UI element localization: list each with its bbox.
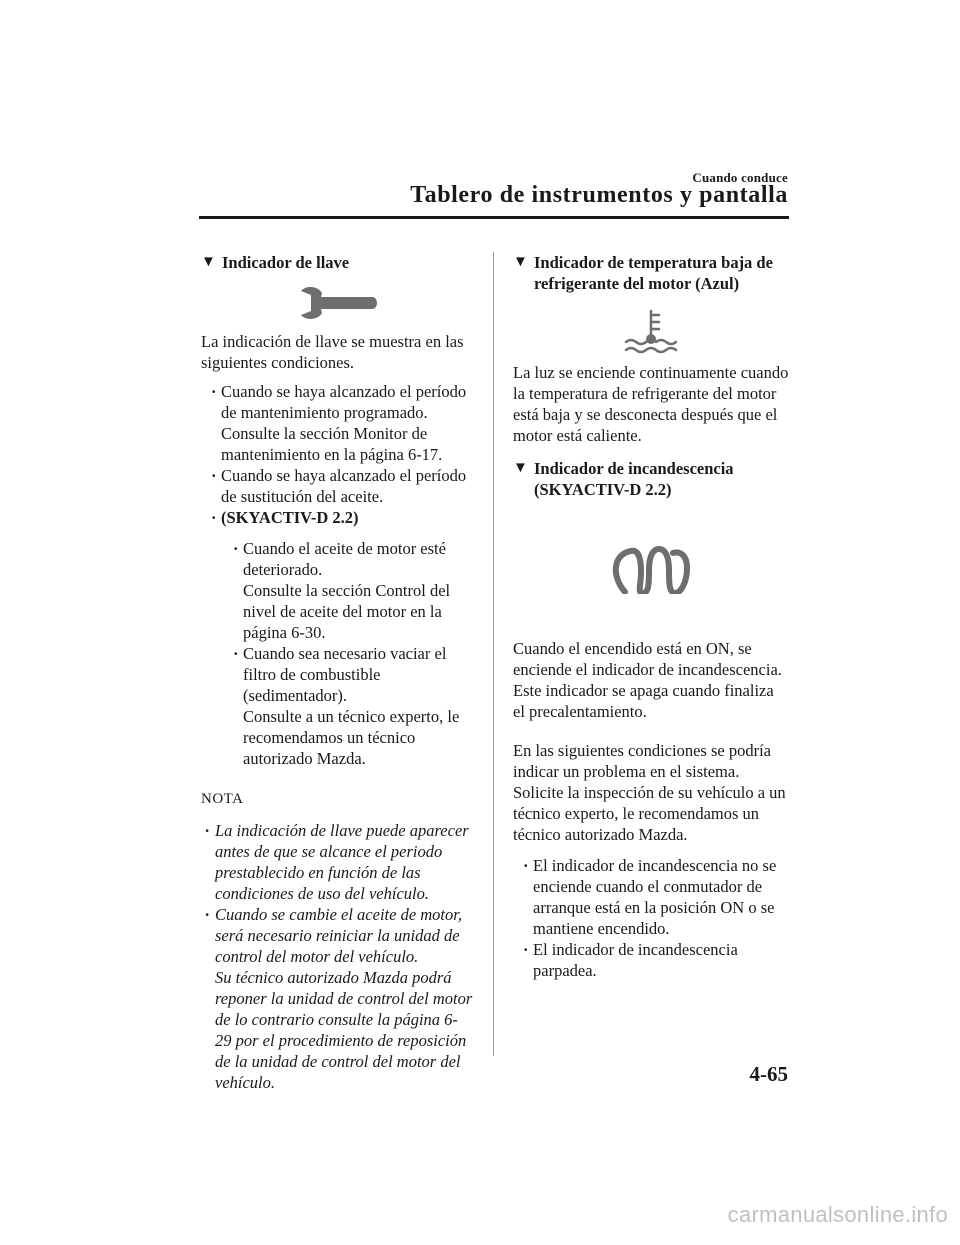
nota-list	[201, 820, 473, 1093]
list-item-text: · El indicador de incandescencia no se enciende cuando el conmutador de arranque está en la posición ON o se mantiene encendido.	[533, 856, 777, 938]
list-item-text: · La indicación de llave puede aparecer antes de que se alcance el periodo prestablecido en función de las condiciones de uso del vehículo.	[215, 821, 469, 903]
glow-description-2: En las siguientes condiciones se podría indicar un problema en el sistema. Solicite la inspección de su vehículo a un técnico experto, le recomendamos un técnico autorizado Mazda.	[513, 741, 786, 844]
coolant-icon-box	[513, 308, 789, 354]
list-item-text: · Cuando el aceite de motor esté deteriorado.	[243, 539, 446, 579]
wrench-icon-box	[201, 285, 473, 321]
list-item	[211, 465, 473, 507]
nota-title: NOTA	[201, 791, 244, 807]
list-item-text: · Cuando se haya alcanzado el período de sustitución del aceite.	[221, 466, 467, 506]
glow-plug-icon	[609, 546, 693, 594]
heading-text: Indicador de temperatura baja de refrigerante del motor (Azul)	[534, 253, 773, 293]
list-item-text: · El indicador de incandescencia parpadea.	[533, 940, 738, 980]
heading-marker: ▼	[201, 254, 216, 270]
skyactiv-label: · (SKYACTIV-D 2.2)	[221, 508, 359, 527]
list-item	[205, 904, 473, 1093]
list-item-text: Su técnico autorizado Mazda podrá reponer la unidad de control del motor de lo contrario consulte la página 6-29 por el procedimiento de reposición de la unidad de control del motor del vehículo.	[215, 968, 473, 1092]
left-column	[201, 252, 473, 1093]
watermark: carmanualsonline.info	[727, 1202, 948, 1227]
list-item	[211, 507, 473, 528]
heading-marker: ▼	[513, 254, 528, 270]
list-item	[233, 643, 473, 769]
wrench-indicator-heading	[201, 252, 473, 273]
list-item	[205, 820, 473, 904]
section-label: Cuando conduce	[692, 170, 788, 185]
wrench-icon	[297, 285, 377, 321]
list-item-reference: Consulte la sección Control del nivel de aceite del motor en la página 6-30.	[243, 581, 451, 642]
column-divider	[493, 252, 494, 1056]
list-item-reference: Consulte la sección Monitor de mantenimiento en la página 6-17.	[221, 424, 443, 464]
list-item	[523, 855, 789, 939]
wrench-conditions-list	[201, 381, 473, 528]
heading-text: Indicador de llave	[222, 253, 350, 272]
right-column	[513, 252, 789, 981]
list-item	[523, 939, 789, 981]
page-title: Tablero de instrumentos y pantalla	[410, 182, 788, 208]
glow-description-1: Cuando el encendido está en ON, se enciende el indicador de incandescencia. Este indicador se apaga cuando finaliza el precalentamiento.	[513, 639, 782, 721]
coolant-description: La luz se enciende continuamente cuando la temperatura de refrigerante del motor está baja y se desconecta después que el motor está caliente.	[513, 363, 789, 445]
coolant-temperature-icon	[621, 308, 681, 354]
list-item	[211, 381, 473, 465]
list-item-text: · Cuando sea necesario vaciar el filtro de combustible (sedimentador).	[243, 644, 447, 705]
list-item-text: · Cuando se cambie el aceite de motor, será necesario reiniciar la unidad de control del motor del vehículo.	[215, 905, 462, 966]
wrench-intro: La indicación de llave se muestra en las siguientes condiciones.	[201, 332, 464, 372]
coolant-indicator-heading	[513, 252, 789, 294]
list-item-text: · Cuando se haya alcanzado el período de mantenimiento programado.	[221, 382, 467, 422]
glow-conditions-list	[513, 855, 789, 981]
glow-indicator-heading	[513, 458, 789, 500]
page-number: 4-65	[749, 1062, 788, 1086]
heading-marker: ▼	[513, 460, 528, 476]
list-item	[233, 538, 473, 643]
glow-icon-box	[513, 546, 789, 594]
heading-text: Indicador de incandescencia (SKYACTIV-D 2.2)	[534, 459, 734, 499]
list-item-reference: Consulte a un técnico experto, le recomendamos un técnico autorizado Mazda.	[243, 707, 460, 768]
skyactiv-sub-list	[201, 538, 473, 769]
header-rule	[199, 216, 789, 219]
